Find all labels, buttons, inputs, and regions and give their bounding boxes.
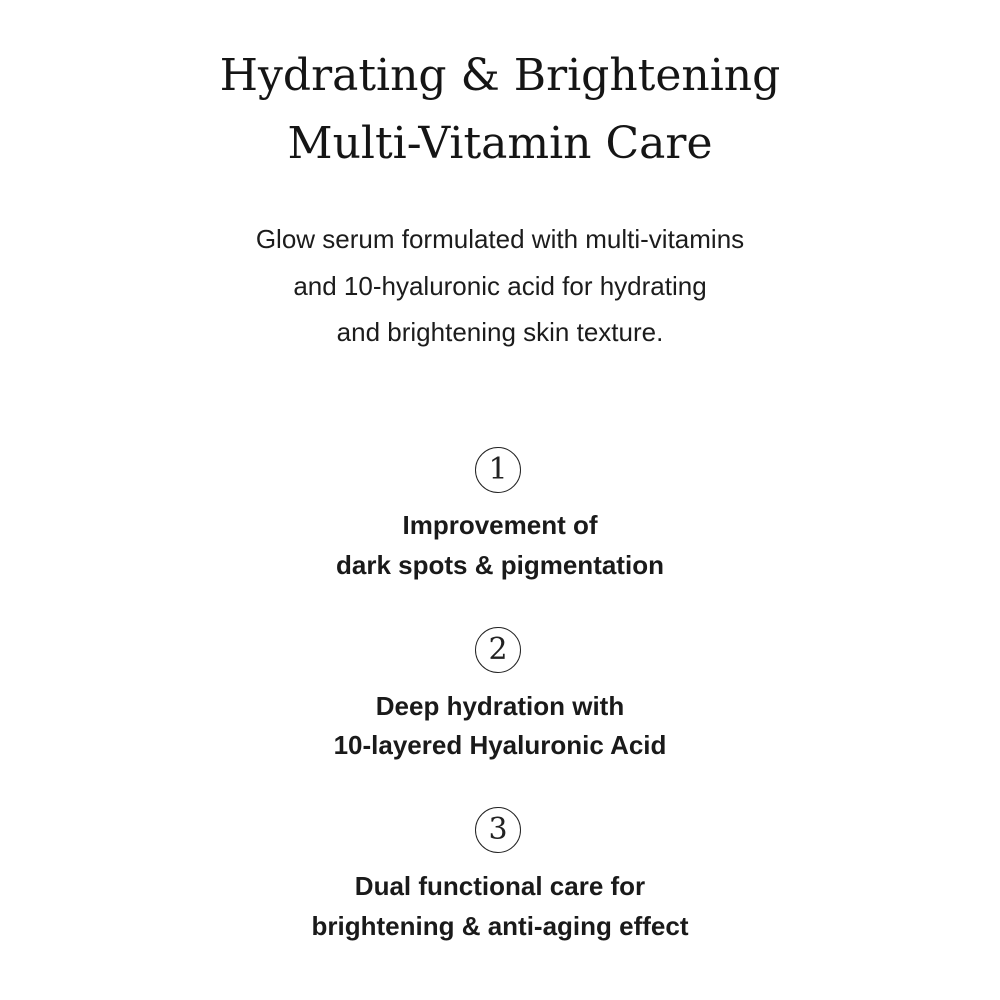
description-line-1: Glow serum formulated with multi-vitamins: [255, 224, 745, 254]
feature-3-title-line-2: brightening & anti-aging effect: [311, 911, 689, 941]
page-title-line-2: Multi-Vitamin Care: [287, 118, 713, 169]
feature-1-title-line-2: dark spots & pigmentation: [336, 550, 664, 580]
feature-2-title-line-1: Deep hydration with: [375, 691, 625, 721]
description-line-3: and brightening skin texture.: [336, 317, 664, 347]
feature-1-title-line-1: Improvement of: [402, 510, 598, 540]
feature-3-number-badge: 3: [475, 807, 521, 853]
description-line-2: and 10-hyaluronic acid for hydrating: [293, 271, 707, 301]
feature-1-number-badge: 1: [475, 447, 521, 493]
feature-3-title-line-1: Dual functional care for: [354, 871, 646, 901]
feature-2-title-line-2: 10-layered Hyaluronic Acid: [333, 730, 667, 760]
feature-2-number-badge: 2: [475, 627, 521, 673]
page-title-line-1: Hydrating & Brightening: [219, 50, 781, 101]
